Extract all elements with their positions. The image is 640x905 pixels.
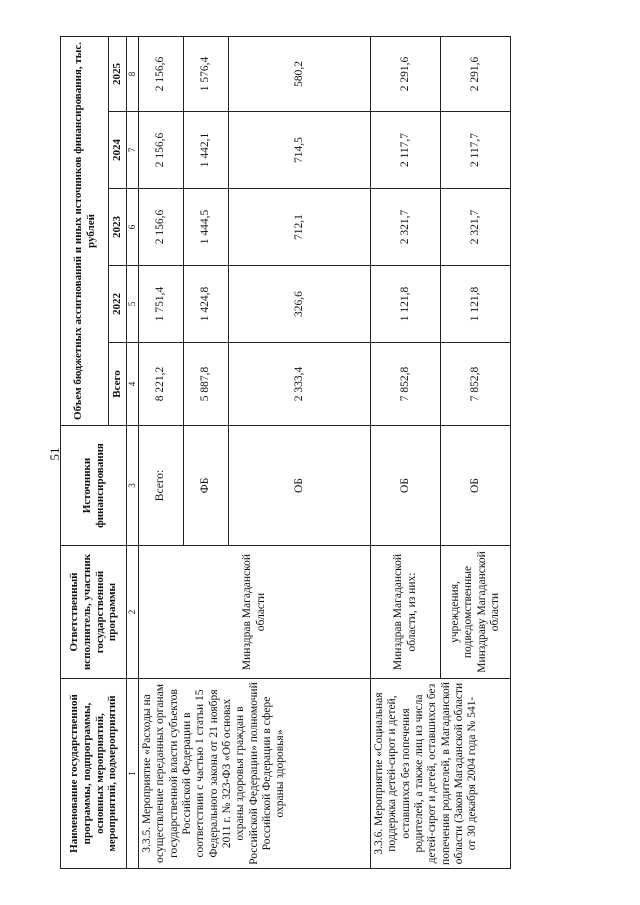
column-index: 6 xyxy=(127,189,139,266)
header-source: Источники финансирования xyxy=(61,426,127,546)
value-year: 326,6 xyxy=(229,266,371,343)
value-year: 1 444,5 xyxy=(184,189,229,266)
column-index: 4 xyxy=(127,343,139,426)
value-year: 2 156,6 xyxy=(139,112,184,189)
value-total: 2 333,4 xyxy=(229,343,371,426)
value-year: 1 121,8 xyxy=(371,266,441,343)
value-year: 1 442,1 xyxy=(184,112,229,189)
column-index: 1 xyxy=(127,679,139,869)
source-cell: ФБ xyxy=(184,426,229,546)
value-year: 2 117,7 xyxy=(371,112,441,189)
value-year: 2 321,7 xyxy=(371,189,441,266)
source-cell: Всего: xyxy=(139,426,184,546)
executor-cell: учреждения, подведомственные Минздраву Магаданской области xyxy=(441,546,511,679)
header-executor: Ответственный исполнитель, участник государственной программы xyxy=(61,546,127,679)
source-cell: ОБ xyxy=(229,426,371,546)
value-year: 1 576,4 xyxy=(184,36,229,111)
value-year: 2 291,6 xyxy=(371,36,441,111)
value-year: 712,1 xyxy=(229,189,371,266)
header-year: 2022 xyxy=(109,266,127,343)
value-total: 7 852,8 xyxy=(441,343,511,426)
column-index: 5 xyxy=(127,266,139,343)
column-index: 7 xyxy=(127,112,139,189)
header-total: Всего xyxy=(109,343,127,426)
header-year: 2025 xyxy=(109,36,127,111)
value-year: 2 156,6 xyxy=(139,189,184,266)
value-year: 1 751,4 xyxy=(139,266,184,343)
value-total: 8 221,2 xyxy=(139,343,184,426)
value-total: 7 852,8 xyxy=(371,343,441,426)
header-year: 2023 xyxy=(109,189,127,266)
value-year: 2 321,7 xyxy=(441,189,511,266)
column-index: 3 xyxy=(127,426,139,546)
executor-cell: Минздрав Магаданской области, из них: xyxy=(371,546,441,679)
header-year: 2024 xyxy=(109,112,127,189)
financing-table xyxy=(60,36,511,869)
value-year: 2 156,6 xyxy=(139,36,184,111)
value-total: 5 887,8 xyxy=(184,343,229,426)
column-index: 2 xyxy=(127,546,139,679)
page-number: 51 xyxy=(47,447,62,461)
value-year: 714,5 xyxy=(229,112,371,189)
header-name: Наименование государственной программы, подпрограммы, основных мероприятий, мероприятий, подмероприятий xyxy=(61,679,127,869)
value-year: 1 424,8 xyxy=(184,266,229,343)
program-item-name: 3.3.6. Мероприятие «Социальная поддержка детей-сирот и детей, оставшихся без попечения родителей, а также лиц из числа детей-сирот и детей, оставшихся без попечения родителей, в Магаданской области (Закон Магаданской области от 30 декабря 2004 года № 541- xyxy=(371,679,511,869)
header-volume: Объем бюджетных ассигнований и иных источников финансирования, тыс. рублей xyxy=(61,36,109,425)
source-cell: ОБ xyxy=(441,426,511,546)
value-year: 2 291,6 xyxy=(441,36,511,111)
value-year: 1 121,8 xyxy=(441,266,511,343)
value-year: 580,2 xyxy=(229,36,371,111)
source-cell: ОБ xyxy=(371,426,441,546)
value-year: 2 117,7 xyxy=(441,112,511,189)
program-item-name: 3.3.5. Мероприятие «Расходы на осуществление переданных органам государственной власти субъектов Российской Федерации в соответствии с частью 1 статьи 15 Федерального закона от 21 ноября 2011 г. № 323-ФЗ «Об основах охраны здоровья граждан в Российской Федерации» полномочий Российской Федерации в сфере охраны здоровья» xyxy=(139,679,371,869)
column-index: 8 xyxy=(127,36,139,111)
executor-cell: Минздрав Магаданской области xyxy=(139,546,371,679)
rotated-table-sheet xyxy=(60,37,612,869)
